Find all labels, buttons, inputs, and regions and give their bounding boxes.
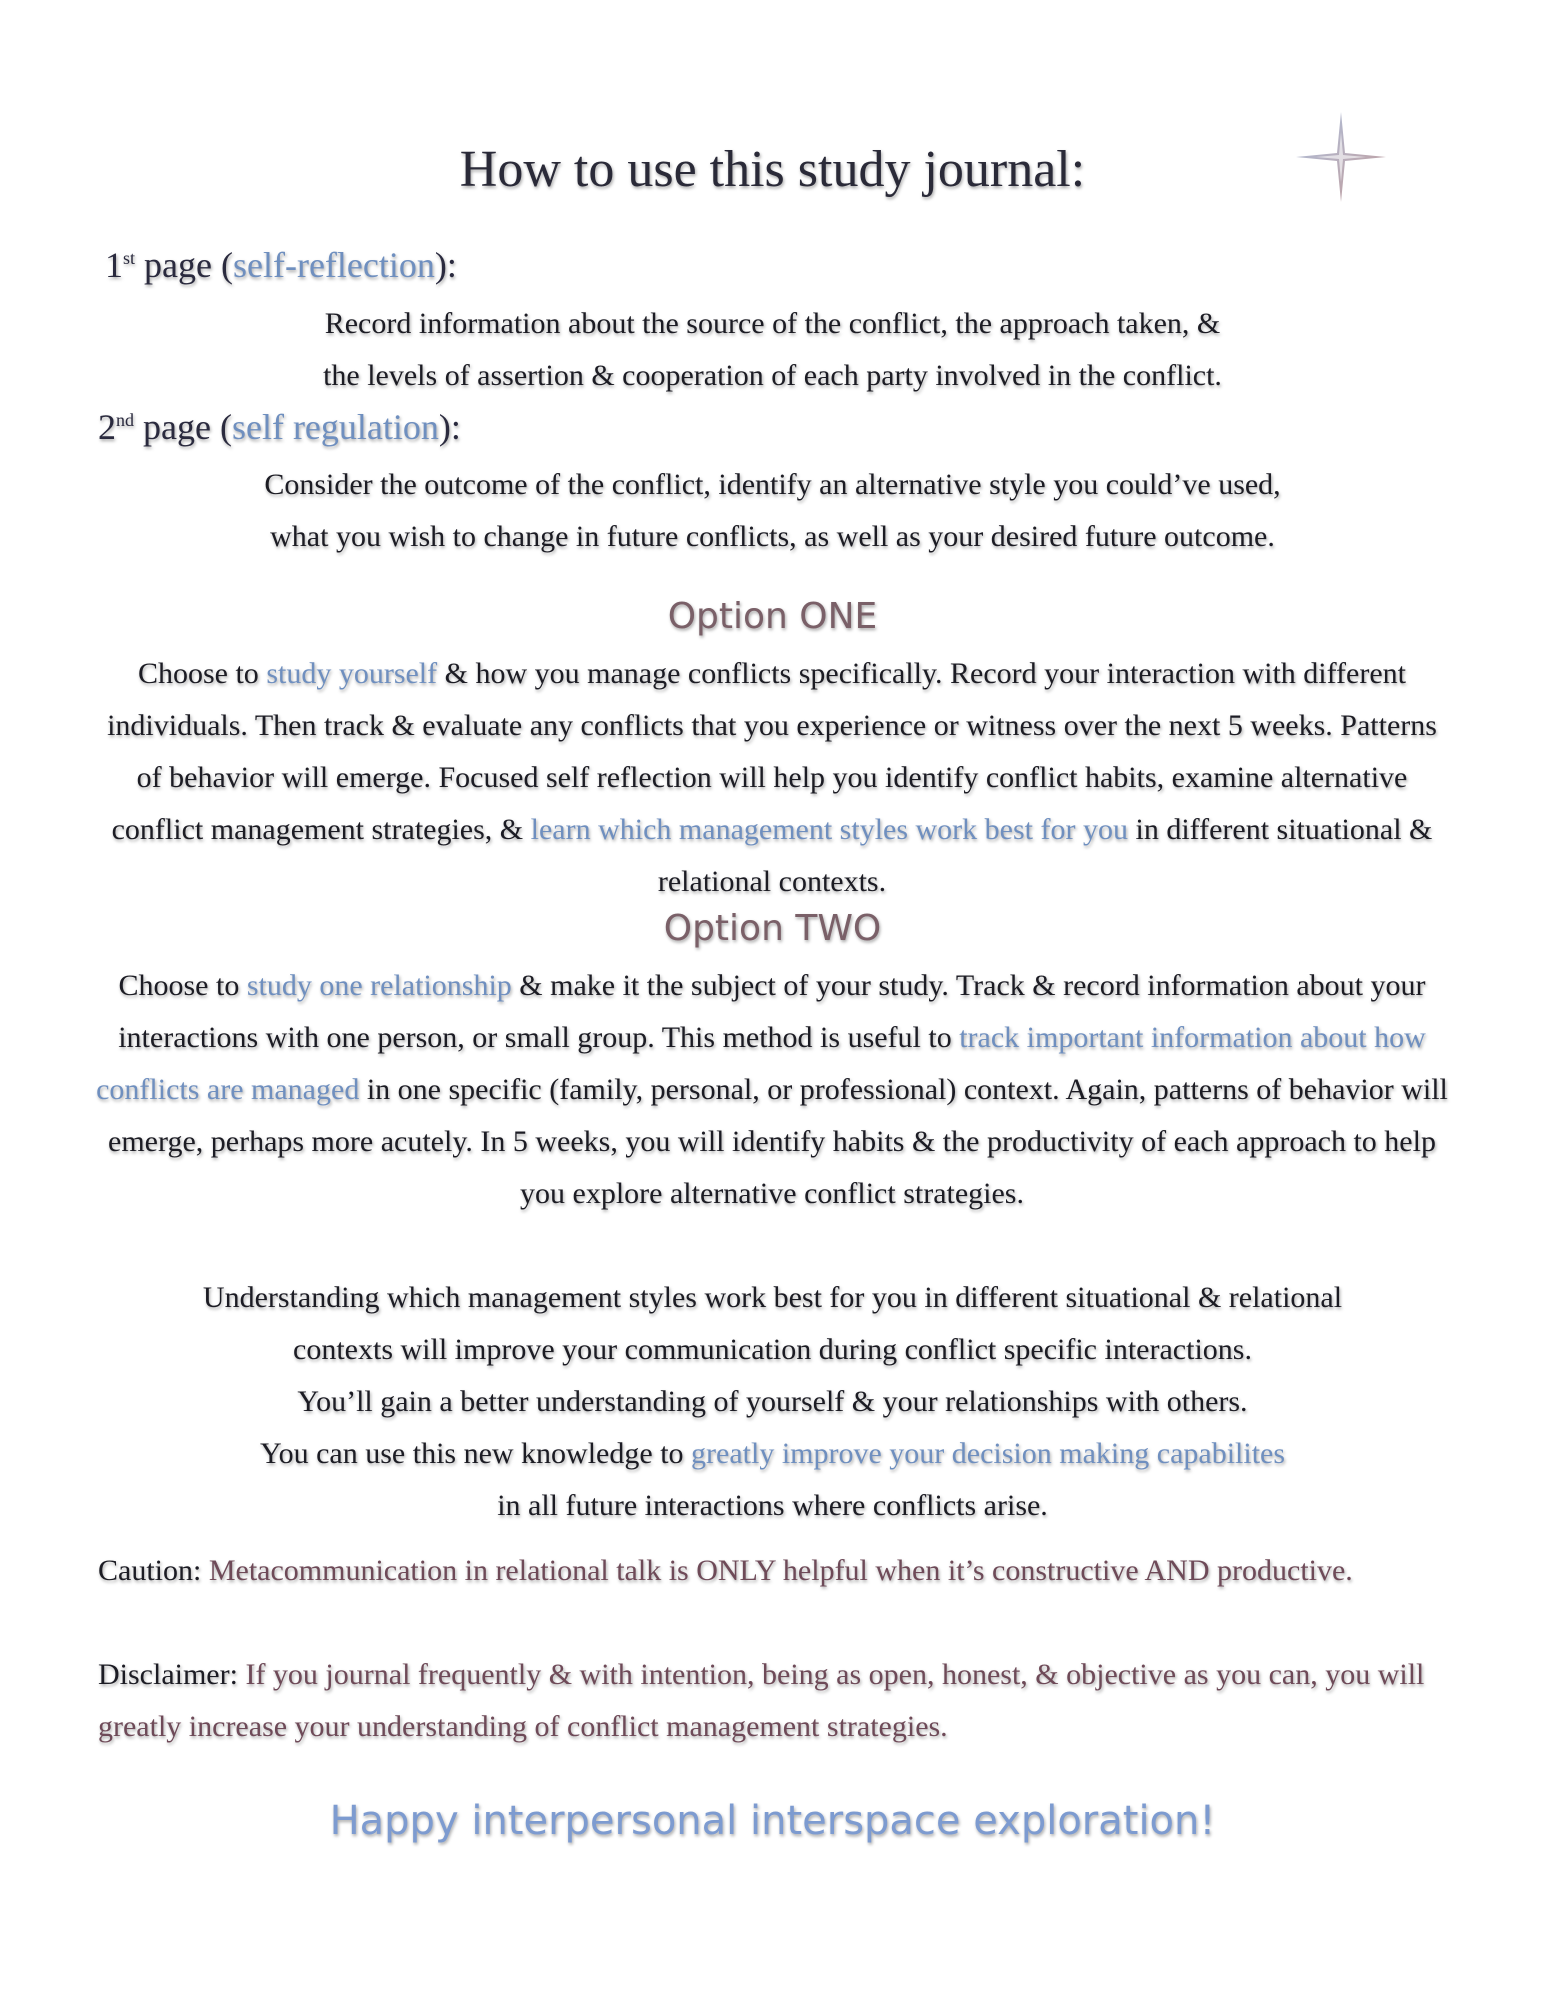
summary-line-prefix: You can use this new knowledge to [259,1437,692,1470]
disclaimer-note [98,1649,1448,1753]
first-page-open: ( [220,245,233,285]
first-page-number: 1 [105,245,123,285]
first-page-description [0,298,1545,402]
option-two-segment: Choose to [118,969,247,1002]
second-page-line: Consider the outcome of the conflict, identify an alternative style you could’ve used, [264,468,1281,501]
summary-paragraph [0,1272,1545,1532]
summary-highlight: greatly improve your decision making capabilites [691,1437,1286,1470]
second-page-heading [98,406,461,448]
summary-line: Understanding which management styles work best for you in different situational & relational [202,1281,1343,1314]
summary-line: You’ll gain a better understanding of yourself & your relationships with others. [297,1385,1248,1418]
caution-text: Metacommunication in relational talk is ONLY helpful when it’s constructive AND productive. [208,1554,1353,1587]
first-page-word: page [144,245,212,285]
second-page-line: what you wish to change in future conflicts, as well as your desired future outcome. [270,520,1275,553]
first-page-close: ): [434,245,457,285]
option-one-segment: & how you manage conflicts specifically. Record your interaction with different individuals. Then track & evaluate any conflicts that you experience or witness over the next 5 weeks. Patterns of behavior will emerge. Focused self reflection will help you identify conflict habits, examine alternative conflict management strategies, & [107,657,1437,846]
closing-message: Happy interpersonal interspace exploration! [329,1798,1216,1844]
caution-label: Caution: [98,1554,209,1587]
option-one-segment: Choose to [137,657,267,690]
option-two-title: Option TWO [663,908,882,949]
option-two-segment: & make it the subject of your study. Track & record information about your interactions with one person, or small group. This method is useful to [118,969,1426,1054]
second-page-description [0,459,1545,563]
first-page-ordinal: st [123,248,136,268]
option-two-highlight: track important information about how conflicts are managed [96,1021,1426,1106]
option-one-text [92,648,1452,908]
first-page-line: Record information about the source of the conflict, the approach taken, & [324,307,1221,340]
option-one-highlight: study yourself [266,657,438,690]
summary-line: contexts will improve your communication during conflict specific interactions. [293,1333,1252,1366]
option-two-text [92,960,1452,1220]
first-page-highlight: self-reflection [232,245,435,285]
second-page-close: ): [438,407,461,447]
first-page-heading [105,244,457,286]
disclaimer-label: Disclaimer: [98,1658,246,1691]
second-page-number: 2 [98,407,116,447]
second-page-ordinal: nd [116,410,134,430]
option-two-segment: in one specific (family, personal, or professional) context. Again, patterns of behavior will emerge, perhaps more acutely. In 5 weeks, you will identify habits & the productivity of each approach to help you explore alternative conflict strategies. [108,1073,1448,1210]
option-one-title: Option ONE [667,596,878,637]
second-page-open: ( [219,407,232,447]
option-two-highlight: study one relationship [246,969,512,1002]
option-one-highlight: learn which management styles work best for you [530,813,1128,846]
summary-line [0,1428,1545,1480]
second-page-highlight: self regulation [231,407,439,447]
page-title: How to use this study journal: [459,141,1086,198]
second-page-word: page [143,407,211,447]
caution-note [98,1545,1448,1597]
option-one-segment: in different situational & relational contexts. [657,813,1433,898]
first-page-line: the levels of assertion & cooperation of each party involved in the conflict. [323,359,1222,392]
summary-line: in all future interactions where conflicts arise. [497,1489,1048,1522]
disclaimer-text: If you journal frequently & with intention, being as open, honest, & objective as you can, you will greatly increase your understanding of conflict management strategies. [98,1658,1425,1743]
